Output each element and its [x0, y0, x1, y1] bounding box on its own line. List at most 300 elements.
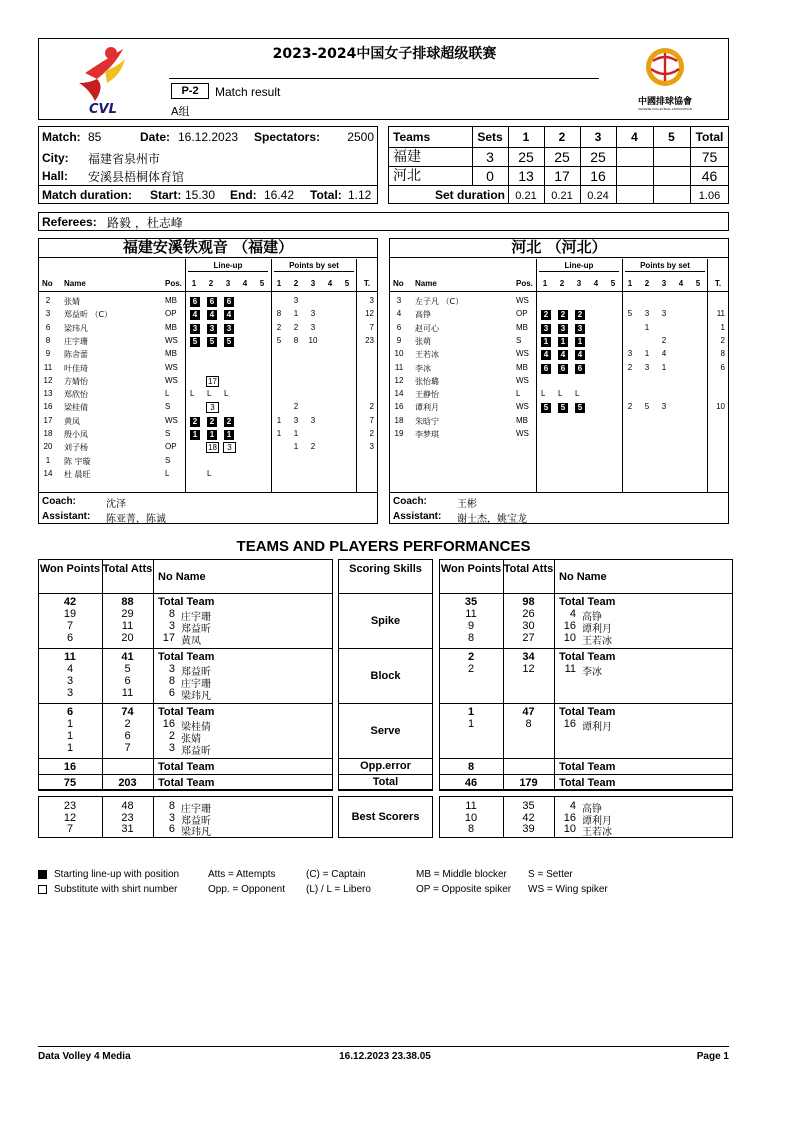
lineup-divider	[185, 259, 186, 492]
team2-total: 46	[701, 168, 718, 184]
start-value: 15.30	[185, 188, 216, 202]
player-position: OP	[516, 309, 528, 319]
no-name-header: No Name	[158, 571, 206, 583]
lineup-mark: 2	[541, 310, 551, 320]
best-won: 10	[464, 811, 478, 824]
total-atts: 203	[118, 777, 137, 789]
lineup-set-2-header: 2	[208, 279, 214, 288]
lineup-mark: 2	[575, 310, 585, 320]
referees-names: 路毅 ，杜志峰	[107, 216, 183, 230]
player-position: L	[165, 468, 170, 478]
coach-label: Coach:	[42, 496, 76, 507]
player-position: S	[165, 455, 171, 465]
lineup-mark: L	[207, 389, 212, 399]
player-position: MB	[516, 362, 528, 372]
assistant-names: 陈亚菁，陈诚	[106, 514, 166, 525]
coach-rule	[38, 492, 378, 493]
spike-label: Total Team	[158, 596, 215, 608]
lineup-mark: 5	[224, 337, 234, 347]
legend-setter: S = Setter	[528, 869, 573, 880]
serve-atts: 74	[121, 706, 134, 718]
player-won: 19	[63, 608, 77, 620]
lineup-mark: 6	[558, 364, 568, 374]
hall-value: 安溪县梧桐体育馆	[88, 170, 185, 184]
team1-name: 福建	[393, 149, 421, 165]
lineup-mark: 4	[575, 350, 585, 360]
coach-label: Coach:	[393, 496, 427, 507]
lineup-mark: 2	[207, 417, 217, 427]
player-number: 12	[394, 375, 404, 385]
perf-col-rule	[554, 559, 555, 790]
score-head-1: 1	[522, 130, 530, 144]
player-name: 杜 晨旺	[64, 469, 91, 479]
player-total: 3	[369, 442, 374, 452]
lineup-mark: 3	[575, 324, 585, 334]
best-name: 梁玮凡	[181, 827, 211, 838]
cva-logo-text: 中國排球協會	[637, 97, 692, 107]
points-set-5-header: 5	[344, 279, 350, 288]
player-position: WS	[165, 375, 178, 385]
player-won: 1	[467, 718, 475, 730]
set2-duration: 0.21	[551, 190, 573, 202]
player-atts: 12	[522, 663, 535, 675]
lineup-mark: 3	[207, 324, 217, 334]
roster-header-rule	[38, 291, 378, 292]
player-total: 7	[369, 322, 374, 332]
player-number: 9	[45, 349, 51, 359]
points-set-2-header: 2	[293, 279, 299, 288]
assistant-names: 谢士杰，姚宝龙	[457, 514, 527, 525]
total-label: Total Team	[158, 777, 215, 789]
player-atts: 5	[124, 663, 131, 675]
player-name: 高铮	[415, 310, 431, 320]
page-title: 2023-2024中国女子排球超级联赛	[272, 46, 497, 62]
total-label: Total Team	[559, 777, 616, 789]
footer-right: Page 1	[696, 1051, 729, 1062]
lineup-mark: 5	[558, 403, 568, 413]
lineup-mark: L	[207, 468, 212, 478]
scoring-skills-header: Scoring Skills	[349, 563, 422, 575]
player-no: 2	[168, 730, 175, 742]
skills-row-rule	[338, 703, 433, 704]
player-number: 16	[43, 402, 53, 412]
player-number: 6	[396, 322, 402, 332]
skill-opp: Opp.error	[360, 760, 411, 772]
roster-header-rule	[389, 291, 729, 292]
team1-set1: 25	[518, 149, 534, 165]
best-skill-border	[338, 796, 433, 838]
lineup-mark: L	[224, 389, 229, 399]
player-name: 张萌	[415, 336, 431, 346]
coach-name: 沈泽	[106, 499, 126, 510]
legend-atts: Atts = Attempts	[208, 869, 276, 880]
player-name: 李梦琪	[415, 430, 439, 439]
lineup-mark: L	[190, 389, 195, 399]
player-number: 3	[396, 296, 402, 305]
assistant-label: Assistant:	[393, 511, 442, 522]
player-number: 12	[43, 375, 53, 385]
set-points: 3	[310, 309, 316, 319]
player-total: 3	[369, 296, 374, 305]
lineup-mark: 6	[541, 364, 551, 374]
lineup-mark: 17	[206, 376, 219, 387]
player-name: 庄宇珊	[181, 612, 211, 623]
team1-set2: 25	[554, 149, 570, 165]
team2-sets: 0	[486, 168, 494, 184]
player-won: 6	[66, 632, 74, 644]
player-number: 8	[45, 335, 51, 345]
lineup-set-1-header: 1	[191, 279, 197, 288]
match-number: 85	[88, 130, 102, 144]
lineup-mark: 6	[224, 297, 234, 307]
set-points: 1	[293, 442, 299, 452]
player-won: 7	[66, 620, 74, 632]
player-no: 16	[162, 718, 175, 730]
perf-col-rule	[102, 559, 103, 790]
footer-center: 16.12.2023 23.38.05	[339, 1051, 431, 1062]
assistant-label: Assistant:	[42, 511, 91, 522]
total-divider	[356, 259, 357, 492]
player-total: 7	[369, 415, 374, 425]
player-total: 23	[365, 335, 374, 345]
lineup-rule	[539, 271, 619, 272]
set-points: 1	[293, 309, 299, 319]
player-won: 11	[465, 608, 477, 620]
lineup-header: Line-up	[213, 261, 243, 270]
spike-won: 35	[464, 596, 478, 608]
best-col-rule	[153, 796, 154, 838]
player-position: WS	[516, 375, 529, 385]
player-total: 11	[716, 309, 725, 319]
player-atts: 7	[124, 742, 131, 754]
player-no: 16	[563, 620, 576, 632]
player-position: WS	[165, 362, 178, 372]
lineup-mark: 2	[190, 417, 200, 427]
lineup-set-4-header: 4	[242, 279, 248, 288]
player-total: 12	[365, 309, 374, 319]
set-points: 3	[310, 322, 316, 332]
lineup-mark: 2	[224, 417, 234, 427]
player-position: S	[516, 335, 522, 345]
end-label: End:	[230, 188, 257, 202]
player-name: 梁桂倩	[181, 722, 211, 733]
player-total: 2	[369, 402, 374, 412]
perf-row-rule	[38, 774, 333, 775]
best-atts: 39	[522, 823, 535, 835]
best-name: 郑益昕	[181, 815, 211, 827]
lineup-mark: 3	[541, 324, 551, 334]
lineup-mark: L	[541, 389, 546, 399]
best-no: 3	[168, 811, 175, 824]
player-name: 王若冰	[415, 350, 439, 360]
best-won: 7	[66, 823, 74, 835]
player-name: 王若冰	[582, 636, 612, 647]
set-points: 1	[293, 429, 299, 438]
lineup-set-5-header: 5	[259, 279, 265, 288]
player-name: 庄宇珊	[64, 336, 88, 346]
player-position: WS	[516, 349, 529, 359]
total-won: 46	[464, 777, 478, 789]
performance-title: TEAMS AND PLAYERS PERFORMANCES	[236, 538, 531, 555]
won-points-header: Won Points	[39, 563, 101, 575]
player-number: 14	[394, 389, 404, 399]
total-divider	[707, 259, 708, 492]
skill-block: Block	[370, 670, 401, 682]
best-col-rule	[503, 796, 504, 838]
best-atts: 48	[121, 800, 134, 812]
no-name-header: No Name	[559, 571, 607, 583]
no-header: No	[42, 279, 53, 288]
player-name: 李冰	[582, 667, 602, 678]
total-label: Total:	[310, 188, 342, 202]
spike-atts: 98	[522, 596, 535, 608]
player-won: 8	[467, 632, 475, 644]
score-table	[388, 126, 729, 204]
lineup-set-1-header: 1	[542, 279, 548, 288]
best-no: 8	[168, 800, 175, 812]
set-points: 1	[661, 362, 667, 372]
player-atts: 6	[124, 730, 131, 742]
score-head-3: 3	[594, 130, 602, 144]
points-header: Points by set	[640, 261, 690, 270]
player-position: MB	[516, 415, 528, 425]
best-name: 谭利月	[582, 815, 612, 827]
lineup-mark: L	[558, 389, 563, 399]
player-name: 张怡璐	[415, 376, 439, 386]
best-scorers-label: Best Scorers	[351, 811, 420, 823]
legend-ws: WS = Wing spiker	[528, 884, 608, 895]
set-points: 5	[627, 309, 633, 319]
set-points: 2	[293, 402, 299, 412]
lineup-mark: 6	[190, 297, 200, 307]
skills-row-rule	[338, 790, 433, 791]
serve-won: 6	[66, 706, 74, 718]
roster-title-rule	[389, 257, 729, 258]
pos-header: Pos.	[516, 279, 533, 288]
player-won: 1	[66, 742, 74, 754]
block-won: 11	[64, 651, 76, 663]
score-head-2: 2	[558, 130, 566, 144]
legend-op: OP = Opposite spiker	[416, 884, 512, 895]
player-no: 8	[168, 675, 175, 687]
referees-label: Referees:	[42, 215, 97, 229]
points-rule	[625, 271, 705, 272]
set-points: 3	[644, 309, 650, 319]
team1-sets: 3	[486, 149, 494, 165]
lineup-set-3-header: 3	[225, 279, 231, 288]
player-atts: 6	[124, 675, 131, 687]
player-name: 谭利月	[582, 722, 612, 733]
block-label: Total Team	[158, 651, 215, 663]
player-atts: 2	[124, 718, 131, 730]
set-points: 2	[627, 402, 633, 412]
start-label: Start:	[150, 188, 182, 202]
points-divider	[622, 259, 623, 492]
player-number: 4	[396, 309, 402, 319]
lineup-set-4-header: 4	[593, 279, 599, 288]
best-t1-border	[38, 796, 333, 838]
set-points: 3	[310, 415, 316, 425]
serve-label: Total Team	[158, 706, 215, 718]
spectators-value: 2500	[347, 130, 374, 144]
title-underline	[169, 78, 599, 79]
cva-logo-subtext: CHINESE VOLLEYBALL ASSOCIATION	[637, 107, 693, 111]
group-label: A组	[171, 105, 190, 118]
block-atts: 41	[121, 651, 134, 663]
total-atts: 179	[519, 777, 538, 789]
points-set-4-header: 4	[327, 279, 333, 288]
lineup-mark: 4	[541, 350, 551, 360]
points-set-3-header: 3	[661, 279, 667, 288]
best-atts: 42	[522, 811, 535, 824]
lineup-mark: 6	[207, 297, 217, 307]
player-name: 谭利月	[415, 403, 439, 413]
legend-opp: Opp. = Opponent	[208, 884, 286, 895]
lineup-mark: 4	[558, 350, 568, 360]
team2-name: 河北	[393, 168, 421, 184]
match-date: 16.12.2023	[178, 130, 239, 144]
perf-row-rule	[439, 648, 733, 649]
perf-col-rule	[153, 559, 154, 790]
set-points: 8	[293, 335, 299, 345]
player-position: MB	[516, 322, 528, 332]
total-atts-header: Total Atts	[503, 563, 554, 575]
player-name: 梁桂倩	[64, 403, 88, 413]
score-head-total: Total	[695, 130, 724, 144]
report-code: P-2	[171, 83, 209, 99]
best-no: 16	[563, 811, 576, 824]
points-set-1-header: 1	[276, 279, 282, 288]
player-won: 1	[66, 718, 74, 730]
serve-won: 1	[467, 706, 475, 718]
player-name: 梁玮凡	[64, 323, 88, 333]
no-header: No	[393, 279, 404, 288]
player-position: WS	[516, 429, 529, 438]
best-no: 4	[569, 800, 576, 812]
best-t2-border	[439, 796, 733, 838]
best-no: 6	[168, 823, 175, 835]
team-title: 河北 （河北）	[511, 238, 607, 256]
lineup-header: Line-up	[564, 261, 594, 270]
player-number: 10	[394, 349, 404, 359]
match-label: Match:	[42, 130, 81, 144]
roster-title-rule	[38, 257, 378, 258]
best-no: 10	[563, 823, 576, 835]
set-points: 1	[644, 349, 650, 359]
spike-won: 42	[63, 596, 77, 608]
team2-set1: 13	[518, 168, 534, 184]
player-total: 6	[720, 362, 725, 372]
player-position: S	[165, 402, 171, 412]
player-number: 11	[43, 362, 53, 372]
player-no: 16	[563, 718, 576, 730]
player-name: 左子凡 （C）	[415, 297, 464, 306]
set-duration-label: Set duration	[434, 188, 505, 202]
hall-label: Hall:	[42, 169, 69, 183]
set-points: 3	[293, 296, 299, 305]
pos-header: Pos.	[165, 279, 182, 288]
set-points: 3	[627, 349, 633, 359]
player-position: L	[516, 389, 521, 399]
team2-roster-panel	[389, 238, 729, 524]
skill-total: Total	[372, 776, 399, 788]
player-name: 梁玮凡	[181, 691, 211, 702]
legend-starting-lineup: Starting line-up with position	[54, 869, 180, 880]
set-points: 8	[276, 309, 282, 319]
player-name: 高铮	[582, 612, 602, 623]
set-points: 10	[308, 335, 318, 345]
best-won: 8	[467, 823, 475, 835]
perf-row-rule	[439, 758, 733, 759]
best-name: 高铮	[582, 804, 602, 815]
best-won: 11	[465, 800, 477, 812]
opp-label: Total Team	[559, 761, 616, 773]
player-name: 王静怡	[415, 390, 439, 400]
points-set-4-header: 4	[678, 279, 684, 288]
spectators-label: Spectators:	[254, 130, 321, 144]
player-name: 方婧怡	[64, 376, 88, 386]
best-atts: 23	[121, 811, 134, 824]
opp-won: 8	[467, 761, 475, 773]
player-no: 10	[563, 632, 576, 644]
player-won: 2	[467, 663, 475, 675]
score-head-4: 4	[631, 130, 638, 144]
player-name: 张婧	[181, 734, 201, 745]
skills-border	[338, 559, 433, 790]
player-name: 叶佳琦	[64, 363, 88, 373]
total-header: T.	[714, 279, 722, 288]
score-head-5: 5	[668, 130, 675, 144]
set-points: 3	[661, 402, 667, 412]
player-number: 9	[396, 335, 402, 345]
lineup-mark: 1	[558, 337, 568, 347]
block-atts: 34	[522, 651, 535, 663]
skills-row-rule	[338, 774, 433, 775]
player-position: WS	[165, 415, 178, 425]
player-name: 郑益昕	[181, 746, 211, 757]
player-position: OP	[165, 442, 177, 452]
player-number: 14	[43, 468, 53, 478]
set-points: 2	[661, 335, 667, 345]
legend-mb: MB = Middle blocker	[416, 869, 507, 880]
player-name: 刘子杨	[64, 443, 88, 453]
player-position: L	[165, 389, 170, 399]
player-name: 郑益昕	[181, 624, 211, 635]
total-atts-header: Total Atts	[102, 563, 153, 575]
player-number: 2	[45, 296, 51, 305]
perf-t1-border	[38, 559, 333, 790]
end-value: 16.42	[264, 188, 295, 202]
legend-libero: (L) / L = Libero	[306, 884, 371, 895]
opp-won: 16	[63, 761, 77, 773]
player-name: 殷小凤	[64, 430, 88, 439]
player-no: 8	[168, 608, 175, 620]
won-points-header: Won Points	[440, 563, 502, 575]
set-points: 3	[661, 309, 667, 319]
perf-row-rule	[439, 774, 733, 775]
set-points: 5	[644, 402, 650, 412]
best-won: 23	[63, 800, 77, 812]
player-total: 2	[720, 335, 725, 345]
set-points: 2	[276, 322, 282, 332]
perf-col-rule	[503, 559, 504, 790]
lineup-mark: 1	[575, 337, 585, 347]
player-atts: 27	[522, 632, 535, 644]
footer-left: Data Volley 4 Media	[38, 1051, 131, 1062]
player-atts: 11	[121, 620, 134, 632]
block-label: Total Team	[559, 651, 616, 663]
skills-head-rule	[338, 593, 433, 594]
